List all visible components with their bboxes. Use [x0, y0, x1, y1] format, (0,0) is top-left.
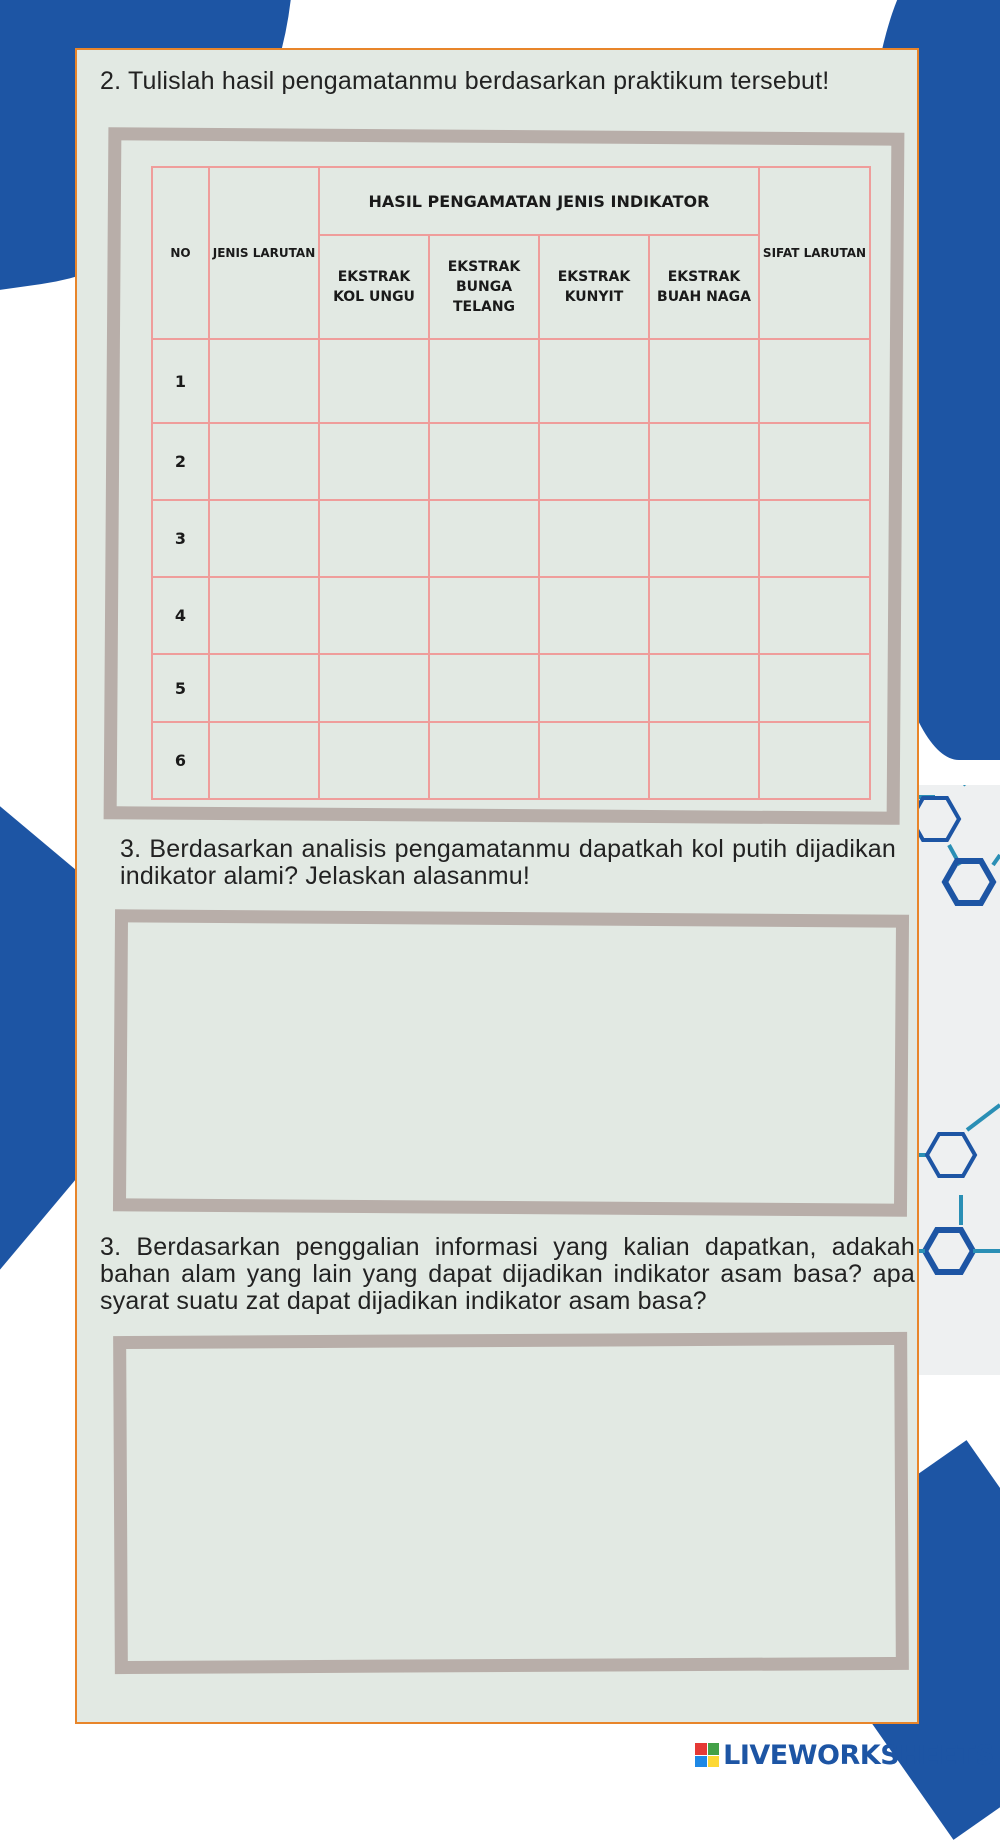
- answer-cell[interactable]: [759, 339, 870, 423]
- answer-cell[interactable]: [209, 500, 319, 577]
- liveworksheets-logo[interactable]: [695, 1738, 994, 1772]
- liveworksheets-logo-icon: [695, 1743, 719, 1767]
- answer-cell[interactable]: [649, 722, 759, 799]
- table-row: [152, 500, 870, 577]
- table-row: [152, 423, 870, 500]
- answer-cell[interactable]: [539, 654, 649, 722]
- answer-cell[interactable]: [649, 339, 759, 423]
- answer-cell[interactable]: [649, 654, 759, 722]
- molecule-decoration: [905, 785, 1000, 1375]
- answer-cell[interactable]: [429, 500, 539, 577]
- question-3b-text: 3. Berdasarkan penggalian informasi yang kalian dapatkan, adakah bahan alam yang lain yang dapat dijadikan indikator asam basa? apa syarat suatu zat dapat dijadikan indikator asam basa?: [100, 1233, 915, 1315]
- answer-cell[interactable]: [429, 423, 539, 500]
- answer-cell[interactable]: [759, 722, 870, 799]
- hexagon-molecule-icon: [905, 785, 1000, 1375]
- observation-table: [151, 166, 871, 800]
- logo-text: LIVEWORKSHEETS: [723, 1739, 994, 1771]
- answer-cell[interactable]: [539, 577, 649, 654]
- answer-cell[interactable]: [429, 339, 539, 423]
- answer-cell[interactable]: [649, 577, 759, 654]
- answer-cell[interactable]: [649, 500, 759, 577]
- answer-cell[interactable]: [429, 577, 539, 654]
- answer-cell[interactable]: [759, 500, 870, 577]
- answer-cell[interactable]: [539, 500, 649, 577]
- row-number: 3: [152, 500, 209, 577]
- header-jenis-larutan: JENIS LARUTAN: [209, 167, 319, 339]
- row-number: 6: [152, 722, 209, 799]
- answer-cell[interactable]: [319, 423, 429, 500]
- header-hasil-pengamatan: HASIL PENGAMATAN JENIS INDIKATOR: [319, 167, 759, 235]
- answer-cell[interactable]: [319, 339, 429, 423]
- table-row: [152, 722, 870, 799]
- answer-cell[interactable]: [539, 423, 649, 500]
- answer-cell[interactable]: [759, 577, 870, 654]
- row-number: 5: [152, 654, 209, 722]
- row-number: 1: [152, 339, 209, 423]
- header-ekstrak-kunyit: EKSTRAK KUNYIT: [539, 235, 649, 339]
- header-ekstrak-buah-naga: EKSTRAK BUAH NAGA: [649, 235, 759, 339]
- header-ekstrak-bunga-telang: EKSTRAK BUNGA TELANG: [429, 235, 539, 339]
- question-2-text: 2. Tulislah hasil pengamatanmu berdasarkan praktikum tersebut!: [100, 67, 830, 95]
- answer-cell[interactable]: [209, 577, 319, 654]
- answer-cell[interactable]: [209, 423, 319, 500]
- answer-cell[interactable]: [319, 500, 429, 577]
- row-number: 4: [152, 577, 209, 654]
- answer-cell[interactable]: [759, 654, 870, 722]
- answer-cell[interactable]: [319, 577, 429, 654]
- answer-cell[interactable]: [539, 339, 649, 423]
- answer-cell[interactable]: [319, 654, 429, 722]
- table-row: [152, 577, 870, 654]
- answer-cell[interactable]: [539, 722, 649, 799]
- answer-cell[interactable]: [429, 654, 539, 722]
- answer-cell[interactable]: [649, 423, 759, 500]
- header-sifat-larutan: SIFAT LARUTAN: [759, 167, 870, 339]
- row-number: 2: [152, 423, 209, 500]
- answer-cell[interactable]: [209, 654, 319, 722]
- table-row: [152, 654, 870, 722]
- answer-box-2[interactable]: [113, 1332, 909, 1674]
- answer-cell[interactable]: [429, 722, 539, 799]
- question-3a-text: 3. Berdasarkan analisis pengamatanmu dapatkah kol putih dijadikan indikator alami? Jelaskan alasanmu!: [120, 835, 896, 890]
- answer-box-1[interactable]: [113, 909, 909, 1217]
- answer-cell[interactable]: [759, 423, 870, 500]
- table-row: [152, 339, 870, 423]
- answer-cell[interactable]: [209, 722, 319, 799]
- answer-cell[interactable]: [209, 339, 319, 423]
- header-ekstrak-kol-ungu: EKSTRAK KOL UNGU: [319, 235, 429, 339]
- answer-cell[interactable]: [319, 722, 429, 799]
- header-no: NO: [152, 167, 209, 339]
